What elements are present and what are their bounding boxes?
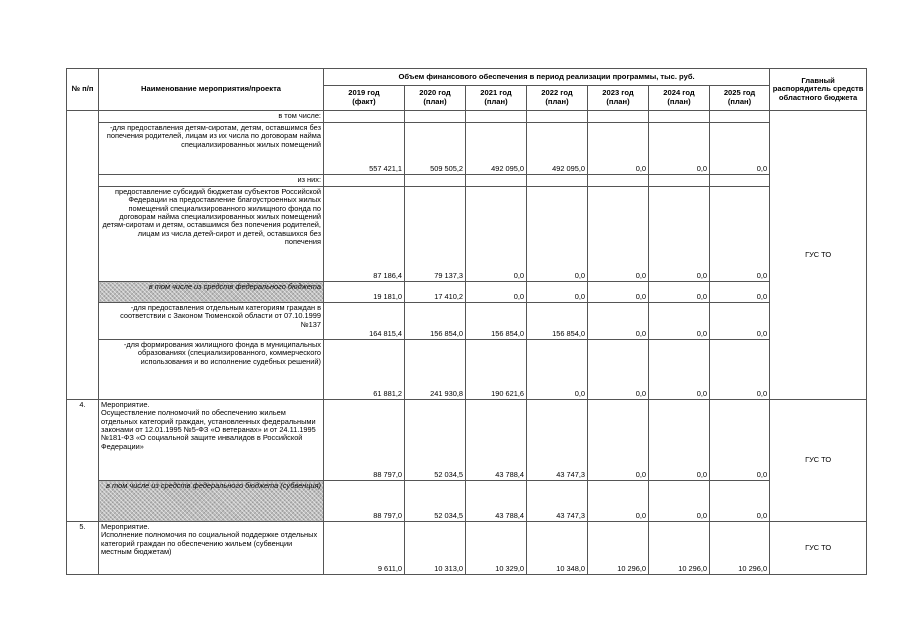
table-row bbox=[67, 187, 867, 282]
value-cell: 43 747,3 bbox=[527, 400, 588, 481]
value-cell: 0,0 bbox=[588, 123, 649, 175]
value-cell: 10 296,0 bbox=[710, 522, 770, 575]
header-volume: Объем финансового обеспечения в период реализации программы, тыс. руб. bbox=[324, 69, 770, 86]
value-cell bbox=[527, 175, 588, 187]
value-cell: 19 181,0 bbox=[324, 282, 405, 303]
org-cell: ГУС ТО bbox=[770, 400, 867, 522]
value-cell bbox=[324, 111, 405, 123]
value-cell: 0,0 bbox=[527, 187, 588, 282]
value-cell: 52 034,5 bbox=[405, 481, 466, 522]
value-cell: 88 797,0 bbox=[324, 481, 405, 522]
table-row bbox=[67, 111, 867, 123]
header-year: 2022 год (план) bbox=[527, 86, 588, 111]
value-cell: 0,0 bbox=[588, 282, 649, 303]
value-cell: 0,0 bbox=[649, 400, 710, 481]
value-cell: 156 854,0 bbox=[405, 303, 466, 340]
header-name: Наименование мероприятия/проекта bbox=[99, 69, 324, 111]
value-cell: 0,0 bbox=[466, 282, 527, 303]
value-cell: 156 854,0 bbox=[466, 303, 527, 340]
value-cell: 10 348,0 bbox=[527, 522, 588, 575]
value-cell: 79 137,3 bbox=[405, 187, 466, 282]
value-cell: 10 296,0 bbox=[588, 522, 649, 575]
header-org: Главный распорядитель средств областного бюджета bbox=[770, 69, 867, 111]
header-year: 2021 год (план) bbox=[466, 86, 527, 111]
value-cell: 0,0 bbox=[710, 481, 770, 522]
value-cell: 0,0 bbox=[527, 340, 588, 400]
org-cell: ГУС ТО bbox=[770, 111, 867, 400]
table-row bbox=[67, 303, 867, 340]
value-cell: 17 410,2 bbox=[405, 282, 466, 303]
table-row bbox=[67, 400, 867, 481]
row-name: в том числе из средств федерального бюджета bbox=[99, 282, 324, 303]
value-cell: 164 815,4 bbox=[324, 303, 405, 340]
value-cell bbox=[466, 111, 527, 123]
value-cell: 0,0 bbox=[710, 400, 770, 481]
table-row bbox=[67, 522, 867, 575]
value-cell: 61 881,2 bbox=[324, 340, 405, 400]
value-cell bbox=[710, 111, 770, 123]
value-cell bbox=[649, 175, 710, 187]
value-cell: 87 186,4 bbox=[324, 187, 405, 282]
value-cell: 0,0 bbox=[649, 340, 710, 400]
header-year: 2023 год (план) bbox=[588, 86, 649, 111]
row-name: из них: bbox=[99, 175, 324, 187]
value-cell: 492 095,0 bbox=[527, 123, 588, 175]
row-name: -для формирования жилищного фонда в муниципальных образованиях (специализированного, коммерческого использования и во исполнение судебных решений) bbox=[99, 340, 324, 400]
row-name: -для предоставления детям-сиротам, детям, оставшимся без попечения родителей, лицам из их числа по договорам найма специализированных жилых помещений bbox=[99, 123, 324, 175]
value-cell: 0,0 bbox=[649, 187, 710, 282]
value-cell: 0,0 bbox=[588, 340, 649, 400]
value-cell: 557 421,1 bbox=[324, 123, 405, 175]
row-name: Мероприятие. Исполнение полномочия по социальной поддержке отдельных категорий граждан по обеспечению жильем (субвенции местным бюджетам) bbox=[99, 522, 324, 575]
row-name: Мероприятие. Осуществление полномочий по обеспечению жильем отдельных категорий граждан, установленных федеральными законами от 12.01.1995 №5-ФЗ «О ветеранах» и от 24.11.1995 №181-ФЗ «О социальной защите инвалидов в Российской Федерации» bbox=[99, 400, 324, 481]
row-number: 5. bbox=[67, 522, 99, 575]
row-name: -для предоставления отдельным категориям граждан в соответствии с Законом Тюменской области от 07.10.1999 №137 bbox=[99, 303, 324, 340]
value-cell: 10 329,0 bbox=[466, 522, 527, 575]
org-cell: ГУС ТО bbox=[770, 522, 867, 575]
value-cell: 492 095,0 bbox=[466, 123, 527, 175]
value-cell: 0,0 bbox=[710, 187, 770, 282]
header-no: № п/п bbox=[67, 69, 99, 111]
value-cell: 0,0 bbox=[466, 187, 527, 282]
value-cell: 0,0 bbox=[710, 282, 770, 303]
value-cell: 241 930,8 bbox=[405, 340, 466, 400]
value-cell: 10 313,0 bbox=[405, 522, 466, 575]
value-cell: 43 747,3 bbox=[527, 481, 588, 522]
value-cell: 0,0 bbox=[588, 481, 649, 522]
value-cell: 0,0 bbox=[588, 187, 649, 282]
value-cell: 156 854,0 bbox=[527, 303, 588, 340]
header-year: 2025 год (план) bbox=[710, 86, 770, 111]
finance-table bbox=[66, 68, 867, 575]
value-cell: 0,0 bbox=[588, 303, 649, 340]
table-row bbox=[67, 282, 867, 303]
value-cell: 10 296,0 bbox=[649, 522, 710, 575]
value-cell bbox=[649, 111, 710, 123]
value-cell bbox=[588, 175, 649, 187]
value-cell: 88 797,0 bbox=[324, 400, 405, 481]
header-year: 2019 год (факт) bbox=[324, 86, 405, 111]
value-cell bbox=[710, 175, 770, 187]
value-cell bbox=[405, 111, 466, 123]
table-row bbox=[67, 481, 867, 522]
table-row bbox=[67, 175, 867, 187]
row-name: в том числе: bbox=[99, 111, 324, 123]
row-number bbox=[67, 111, 99, 400]
value-cell: 0,0 bbox=[649, 282, 710, 303]
value-cell: 43 788,4 bbox=[466, 400, 527, 481]
value-cell: 52 034,5 bbox=[405, 400, 466, 481]
value-cell bbox=[588, 111, 649, 123]
value-cell: 0,0 bbox=[710, 303, 770, 340]
value-cell: 509 505,2 bbox=[405, 123, 466, 175]
value-cell: 9 611,0 bbox=[324, 522, 405, 575]
value-cell: 0,0 bbox=[527, 282, 588, 303]
header-year: 2024 год (план) bbox=[649, 86, 710, 111]
value-cell: 0,0 bbox=[588, 400, 649, 481]
row-number: 4. bbox=[67, 400, 99, 522]
row-name: предоставление субсидий бюджетам субъектов Российской Федерации на предоставление благоустроенных жилых помещений специализированного жилищного фонда по договорам найма специализированных жилых помещений детям-сиротам и детям, оставшимся без попечения родителей, лицам из числа детей-сирот и детей, оставшихся без попечения bbox=[99, 187, 324, 282]
value-cell: 190 621,6 bbox=[466, 340, 527, 400]
value-cell: 0,0 bbox=[649, 303, 710, 340]
value-cell bbox=[527, 111, 588, 123]
value-cell: 43 788,4 bbox=[466, 481, 527, 522]
table-row bbox=[67, 123, 867, 175]
value-cell: 0,0 bbox=[649, 481, 710, 522]
header-year: 2020 год (план) bbox=[405, 86, 466, 111]
value-cell bbox=[324, 175, 405, 187]
value-cell: 0,0 bbox=[649, 123, 710, 175]
value-cell bbox=[466, 175, 527, 187]
value-cell: 0,0 bbox=[710, 123, 770, 175]
table-row bbox=[67, 340, 867, 400]
value-cell bbox=[405, 175, 466, 187]
value-cell: 0,0 bbox=[710, 340, 770, 400]
row-name: в том числе из средств федерального бюджета (субвенция) bbox=[99, 481, 324, 522]
